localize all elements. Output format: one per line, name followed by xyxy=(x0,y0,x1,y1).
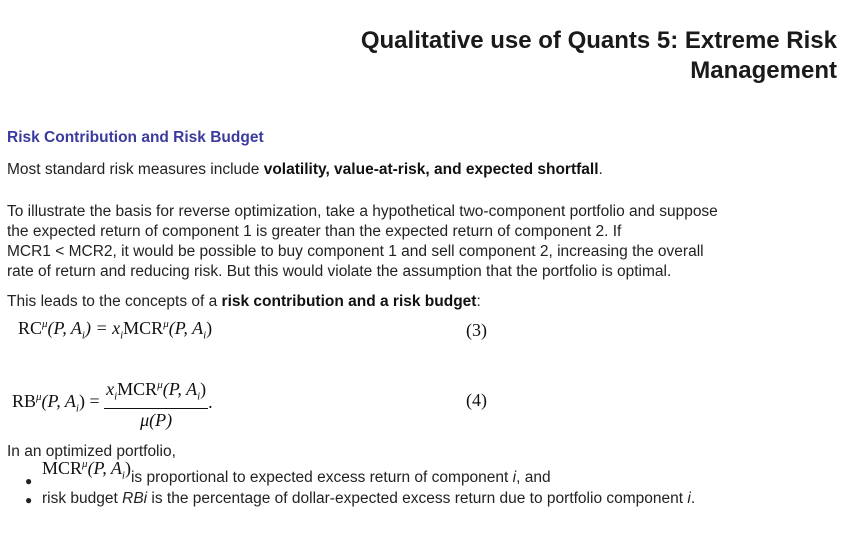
eq3-end: ) xyxy=(206,318,213,338)
optimized-intro: In an optimized portfolio, xyxy=(7,443,176,460)
intro-bold: volatility, value-at-risk, and expected shortfall xyxy=(263,161,599,178)
b1-text-b: , and xyxy=(516,469,551,486)
bullet1-math xyxy=(42,458,131,482)
para-line-4: rate of return and reducing risk. But this would violate the assumption that the portfolio is optimal. xyxy=(7,263,672,280)
bullet-item-2 xyxy=(22,490,822,508)
equation-4 xyxy=(12,374,213,431)
eq3-sub-i: i xyxy=(81,329,85,342)
b2-text-rbi: RBi xyxy=(122,490,148,507)
eq4-eq: ) = xyxy=(78,390,100,411)
b1-text-a: is proportional to expected excess return of component xyxy=(130,469,513,486)
leads-suffix: : xyxy=(476,293,481,310)
eq4-sub-i: i xyxy=(75,402,79,415)
eq4-lhs-wrap xyxy=(12,390,104,415)
equation-3-number: (3) xyxy=(466,320,487,340)
bullet-dot-icon: ● xyxy=(25,474,33,488)
eq4-den: μ(P) xyxy=(140,409,173,430)
eq4-mu2: μ xyxy=(157,379,163,391)
eq4-mu: μ xyxy=(36,390,42,403)
eq4-args: (P, A xyxy=(41,390,76,411)
b1-mcr: MCR xyxy=(42,458,83,478)
para-line-1: To illustrate the basis for reverse optimization, take a hypothetical two-component portfolio and suppose xyxy=(7,203,718,220)
b1-text-i: i xyxy=(512,469,517,486)
b2-text-a: risk budget xyxy=(42,490,123,507)
eq3-sub-i3: i xyxy=(203,329,207,342)
b1-sub-i: i xyxy=(121,469,125,482)
bullet-dot-icon: ● xyxy=(25,493,33,507)
eq3-rc: RC xyxy=(18,318,43,338)
intro-prefix: Most standard risk measures include xyxy=(7,161,264,178)
eq3-mcr: MCR xyxy=(123,318,164,338)
eq3-args: (P, A xyxy=(47,318,82,338)
para-line-2: the expected return of component 1 is greater than the expected return of component 2. If xyxy=(7,223,622,240)
eq4-sub-i3: i xyxy=(197,390,201,403)
eq4-num-end: ) xyxy=(200,379,207,399)
reverse-optimization-paragraph xyxy=(7,202,718,282)
equation-4-number: (4) xyxy=(466,390,487,410)
eq4-rb: RB xyxy=(12,390,37,411)
eq3-mid: ) = x xyxy=(84,318,121,338)
b2-text-b: is the percentage of dollar-expected excess return due to portfolio component xyxy=(147,490,688,507)
leads-paragraph xyxy=(7,292,481,312)
eq4-mcr: MCR xyxy=(117,379,158,399)
para-line-3: MCR1 < MCR2, it would be possible to buy component 1 and sell component 2, increasing the overall xyxy=(7,243,704,260)
eq4-denominator xyxy=(104,409,208,431)
b1-args: (P, A xyxy=(87,458,122,478)
leads-bold: risk contribution and a risk budget xyxy=(221,293,477,310)
intro-suffix: . xyxy=(598,161,603,178)
eq4-dot: . xyxy=(208,391,213,412)
eq4-numerator xyxy=(104,374,208,409)
b2-text-i: i xyxy=(687,490,691,507)
eq3-args2: (P, A xyxy=(168,318,204,338)
leads-prefix: This leads to the concepts of a xyxy=(7,293,222,310)
bullet1-text xyxy=(131,469,551,486)
eq4-fraction xyxy=(104,374,208,431)
eq4-sub-i2: i xyxy=(114,390,118,403)
eq3-mu2: μ xyxy=(163,318,169,330)
b2-text-c: . xyxy=(690,490,696,507)
bullet-list xyxy=(22,458,822,508)
slide-title: Qualitative use of Quants 5: Extreme Risk Management xyxy=(360,27,837,84)
eq3-sub-i2: i xyxy=(120,329,124,342)
intro-paragraph xyxy=(7,160,603,180)
b1-mu: μ xyxy=(82,458,88,470)
eq4-x: x xyxy=(106,379,115,399)
eq3-mu: μ xyxy=(42,318,48,330)
b1-end: ) xyxy=(124,458,131,478)
bullet-item-1 xyxy=(22,458,822,488)
section-heading: Risk Contribution and Risk Budget xyxy=(7,129,264,146)
eq4-num-args: (P, A xyxy=(162,379,198,399)
equation-3 xyxy=(18,318,212,342)
